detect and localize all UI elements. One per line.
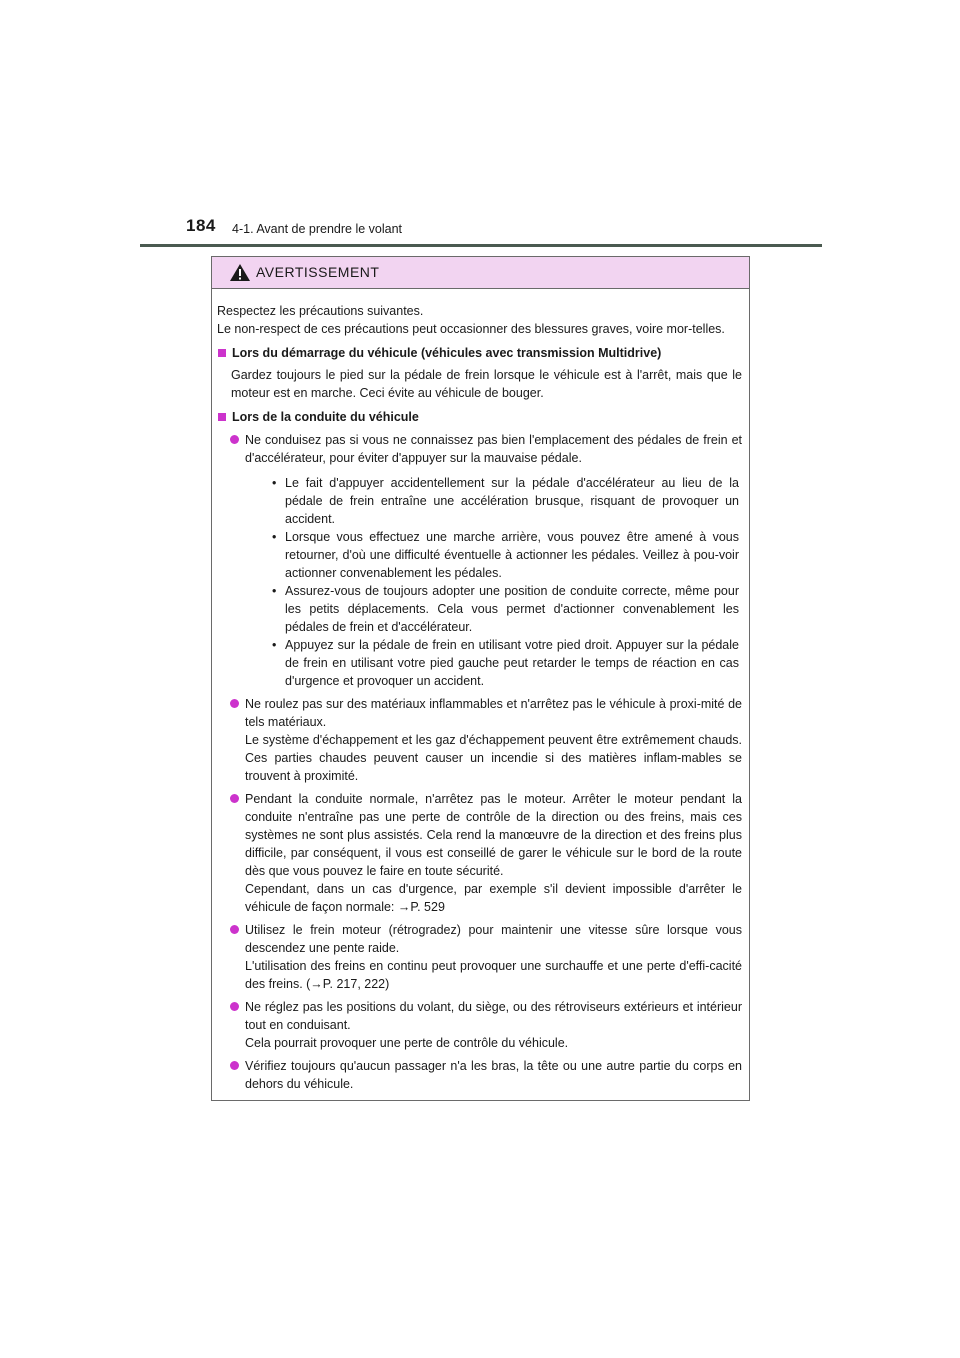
section-heading-driving bbox=[217, 408, 742, 426]
bullet-text: Utilisez le frein moteur (rétrogradez) pour maintenir une vitesse sûre lorsque vous descendez une pente raide. bbox=[245, 923, 742, 955]
section-heading-startup bbox=[217, 344, 742, 362]
page-number: 184 bbox=[186, 216, 216, 235]
bullet-text: Ne roulez pas sur des matériaux inflammables et n'arrêtez pas le véhicule à proxi-mité de tels matériaux. bbox=[245, 697, 742, 729]
circle-bullet-icon bbox=[230, 925, 239, 934]
dash-item bbox=[272, 474, 742, 528]
list-item bbox=[217, 998, 742, 1052]
startup-text: Gardez toujours le pied sur la pédale de frein lorsque le véhicule est à l'arrêt, mais que le moteur est en marche. Ceci évite au véhicule de bouger. bbox=[231, 368, 742, 400]
header-rule bbox=[140, 244, 822, 247]
warning-content bbox=[212, 289, 749, 1093]
bullet-text: Vérifiez toujours qu'aucun passager n'a les bras, la tête ou une autre partie du corps en dehors du véhicule. bbox=[245, 1059, 742, 1091]
dash-list bbox=[272, 474, 742, 690]
bullet-text: Pendant la conduite normale, n'arrêtez pas le moteur. Arrêter le moteur pendant la conduite n'entraîne pas une perte de contrôle de la direction ou des freins, mais ces systèmes ne sont plus assistés. Cela rend la manœuvre de la direction et des freins plus difficile, par conséquent, il vous est conseillé de garer le véhicule sur le bord de la route dès que vous pouvez le faire en toute sécurité. bbox=[245, 792, 742, 878]
dash-text: Assurez-vous de toujours adopter une position de conduite correcte, même pour les petits déplacements. Cela vous permet d'actionner convenablement les pédales de frein et d'accélérateur. bbox=[285, 584, 739, 634]
circle-bullet-icon bbox=[230, 794, 239, 803]
bullet-text: Le système d'échappement et les gaz d'échappement peuvent être extrêmement chauds. Ces parties chaudes peuvent causer un incendie si des matières inflam-mables se trouvent à proximité. bbox=[245, 733, 742, 783]
bullet-text: Ne réglez pas les positions du volant, du siège, ou des rétroviseurs extérieurs et intérieur tout en conduisant. bbox=[245, 1000, 742, 1032]
warning-triangle-icon bbox=[229, 263, 251, 282]
circle-bullet-icon bbox=[230, 435, 239, 444]
list-item bbox=[217, 790, 742, 916]
dash-item bbox=[272, 528, 742, 582]
square-bullet-icon bbox=[218, 349, 226, 357]
intro-line-1: Respectez les précautions suivantes. bbox=[217, 304, 424, 318]
dash-text: Appuyez sur la pédale de frein en utilisant votre pied droit. Appuyer sur la pédale de frein en utilisant votre pied gauche peut retarder le temps de réaction en cas d'urgence et provoquer un accident. bbox=[285, 638, 739, 688]
bullet-text: Cependant, dans un cas d'urgence, par exemple s'il devient impossible d'arrêter le véhicule de façon normale: →P. 529 bbox=[245, 882, 742, 914]
heading-text: Lors du démarrage du véhicule (véhicules avec transmission Multidrive) bbox=[232, 346, 662, 360]
dash-text: Lorsque vous effectuez une marche arrière, vous pouvez être amené à vous retourner, d'où une difficulté éventuelle à actionner les pédales. Veillez à pou-voir actionner convenablement les pédales. bbox=[285, 530, 739, 580]
intro-line-2: Le non-respect de ces précautions peut occasionner des blessures graves, voire mor-telles. bbox=[217, 322, 725, 336]
dash-mark: • bbox=[272, 584, 277, 598]
list-item bbox=[217, 1057, 742, 1093]
dash-mark: • bbox=[272, 476, 277, 490]
warning-header bbox=[212, 257, 749, 289]
circle-bullet-icon bbox=[230, 1061, 239, 1070]
square-bullet-icon bbox=[218, 413, 226, 421]
dash-mark: • bbox=[272, 638, 277, 652]
list-item bbox=[217, 695, 742, 785]
circle-bullet-icon bbox=[230, 699, 239, 708]
warning-title: AVERTISSEMENT bbox=[256, 264, 380, 280]
circle-bullet-icon bbox=[230, 1002, 239, 1011]
section-title: 4-1. Avant de prendre le volant bbox=[232, 222, 403, 236]
warning-box bbox=[211, 256, 750, 1101]
bullet-text: Cela pourrait provoquer une perte de contrôle du véhicule. bbox=[245, 1036, 569, 1050]
bullet-text: Ne conduisez pas si vous ne connaissez pas bien l'emplacement des pédales de frein et d'accélérateur, pour éviter d'appuyer sur la mauvaise pédale. bbox=[245, 433, 742, 465]
heading-text: Lors de la conduite du véhicule bbox=[232, 410, 419, 424]
dash-item bbox=[272, 636, 742, 690]
dash-text: Le fait d'appuyer accidentellement sur la pédale d'accélérateur au lieu de la pédale de frein entraîne une accélération brusque, risquant de provoquer un accident. bbox=[285, 476, 739, 526]
list-item bbox=[217, 431, 742, 690]
dash-item bbox=[272, 582, 742, 636]
list-item bbox=[217, 921, 742, 993]
dash-mark: • bbox=[272, 530, 277, 544]
bullet-text: L'utilisation des freins en continu peut provoquer une surchauffe et une perte d'effi-cacité des freins. (→P. 217, 222) bbox=[245, 959, 742, 991]
